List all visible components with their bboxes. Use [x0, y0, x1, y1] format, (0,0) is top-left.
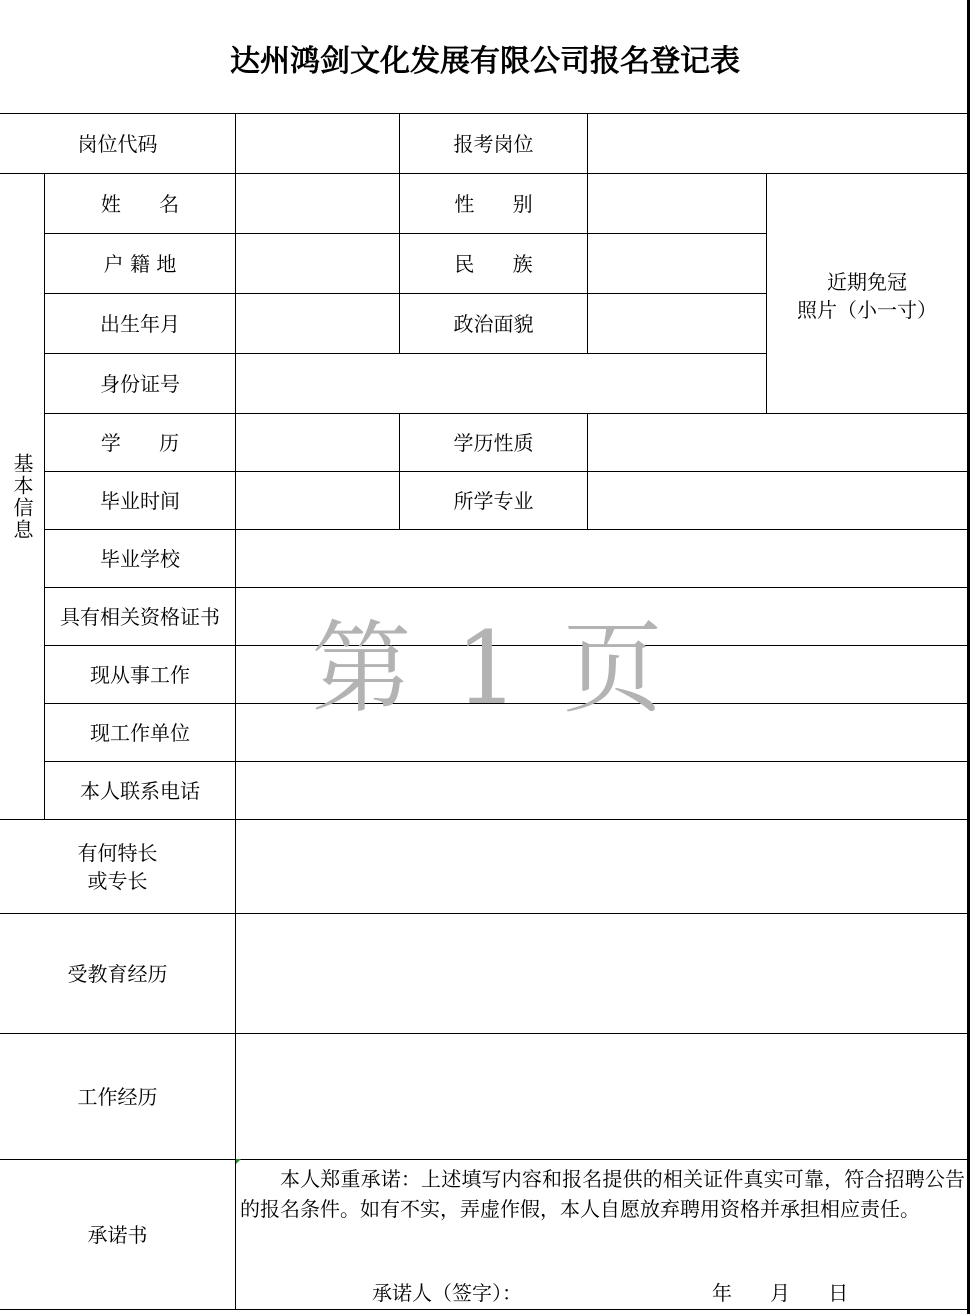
- date-label: 年 月 日: [712, 1281, 849, 1305]
- current-employer-label: 现工作单位: [90, 720, 190, 745]
- apply-post-field[interactable]: [588, 114, 967, 173]
- work-history-field[interactable]: [236, 1034, 967, 1159]
- specialty-label-line1: 有何特长: [77, 840, 158, 865]
- page-number-watermark: 第 1 页: [311, 610, 669, 727]
- hukou-label: 户 籍 地: [103, 251, 177, 276]
- post-code-label: 岗位代码: [77, 131, 158, 156]
- edu-history-field[interactable]: [236, 914, 967, 1033]
- edu-history-label: 受教育经历: [67, 961, 168, 986]
- name-field[interactable]: [236, 174, 399, 233]
- photo-label-line1: 近期免冠: [827, 270, 907, 294]
- major-label: 所学专业: [453, 488, 534, 513]
- id-number-label: 身份证号: [100, 371, 180, 396]
- grad-time-label: 毕业时间: [100, 488, 180, 513]
- grad-school-label: 毕业学校: [100, 546, 180, 571]
- certificates-label: 具有相关资格证书: [60, 604, 220, 629]
- major-field[interactable]: [588, 472, 967, 529]
- birth-label: 出生年月: [100, 311, 180, 336]
- ethnicity-label: 民 族: [454, 251, 533, 276]
- edu-nature-label: 学历性质: [453, 430, 534, 455]
- signature-label: 承诺人（签字）：: [372, 1281, 522, 1305]
- photo-box[interactable]: [767, 174, 967, 413]
- grid-line: [0, 1309, 968, 1310]
- gender-label: 性 别: [454, 191, 533, 216]
- name-label: 姓 名: [100, 191, 180, 216]
- political-field[interactable]: [588, 294, 766, 353]
- post-code-field[interactable]: [236, 114, 399, 173]
- ethnicity-field[interactable]: [588, 234, 766, 293]
- hukou-field[interactable]: [236, 234, 399, 293]
- specialty-label-line2: 或专长: [87, 868, 148, 893]
- basic-info-label: 基本信息: [10, 452, 34, 541]
- edu-nature-field[interactable]: [588, 414, 967, 471]
- gender-field[interactable]: [588, 174, 766, 233]
- specialty-label: [0, 820, 235, 913]
- birth-field[interactable]: [236, 294, 399, 353]
- pledge-text: 本人郑重承诺：上述填写内容和报名提供的相关证件真实可靠，符合招聘公告的报名条件。如有不实，弄虚作假，本人自愿放弃聘用资格并承担相应责任。: [240, 1167, 965, 1221]
- pledge-label: 承诺书: [87, 1222, 148, 1247]
- apply-post-label: 报考岗位: [453, 131, 534, 156]
- education-field[interactable]: [236, 414, 399, 471]
- grad-time-field[interactable]: [236, 472, 399, 529]
- phone-label: 本人联系电话: [80, 778, 200, 803]
- political-label: 政治面貌: [453, 311, 534, 336]
- phone-field[interactable]: [236, 762, 967, 819]
- education-label: 学 历: [100, 430, 180, 455]
- id-number-field[interactable]: [236, 354, 766, 413]
- work-history-label: 工作经历: [77, 1084, 158, 1109]
- photo-label-line2: 照片（小一寸）: [797, 298, 937, 322]
- form-title: 达州鸿剑文化发展有限公司报名登记表: [230, 44, 740, 79]
- grad-school-field[interactable]: [236, 530, 967, 587]
- current-job-label: 现从事工作: [90, 662, 190, 687]
- specialty-field[interactable]: [236, 820, 967, 913]
